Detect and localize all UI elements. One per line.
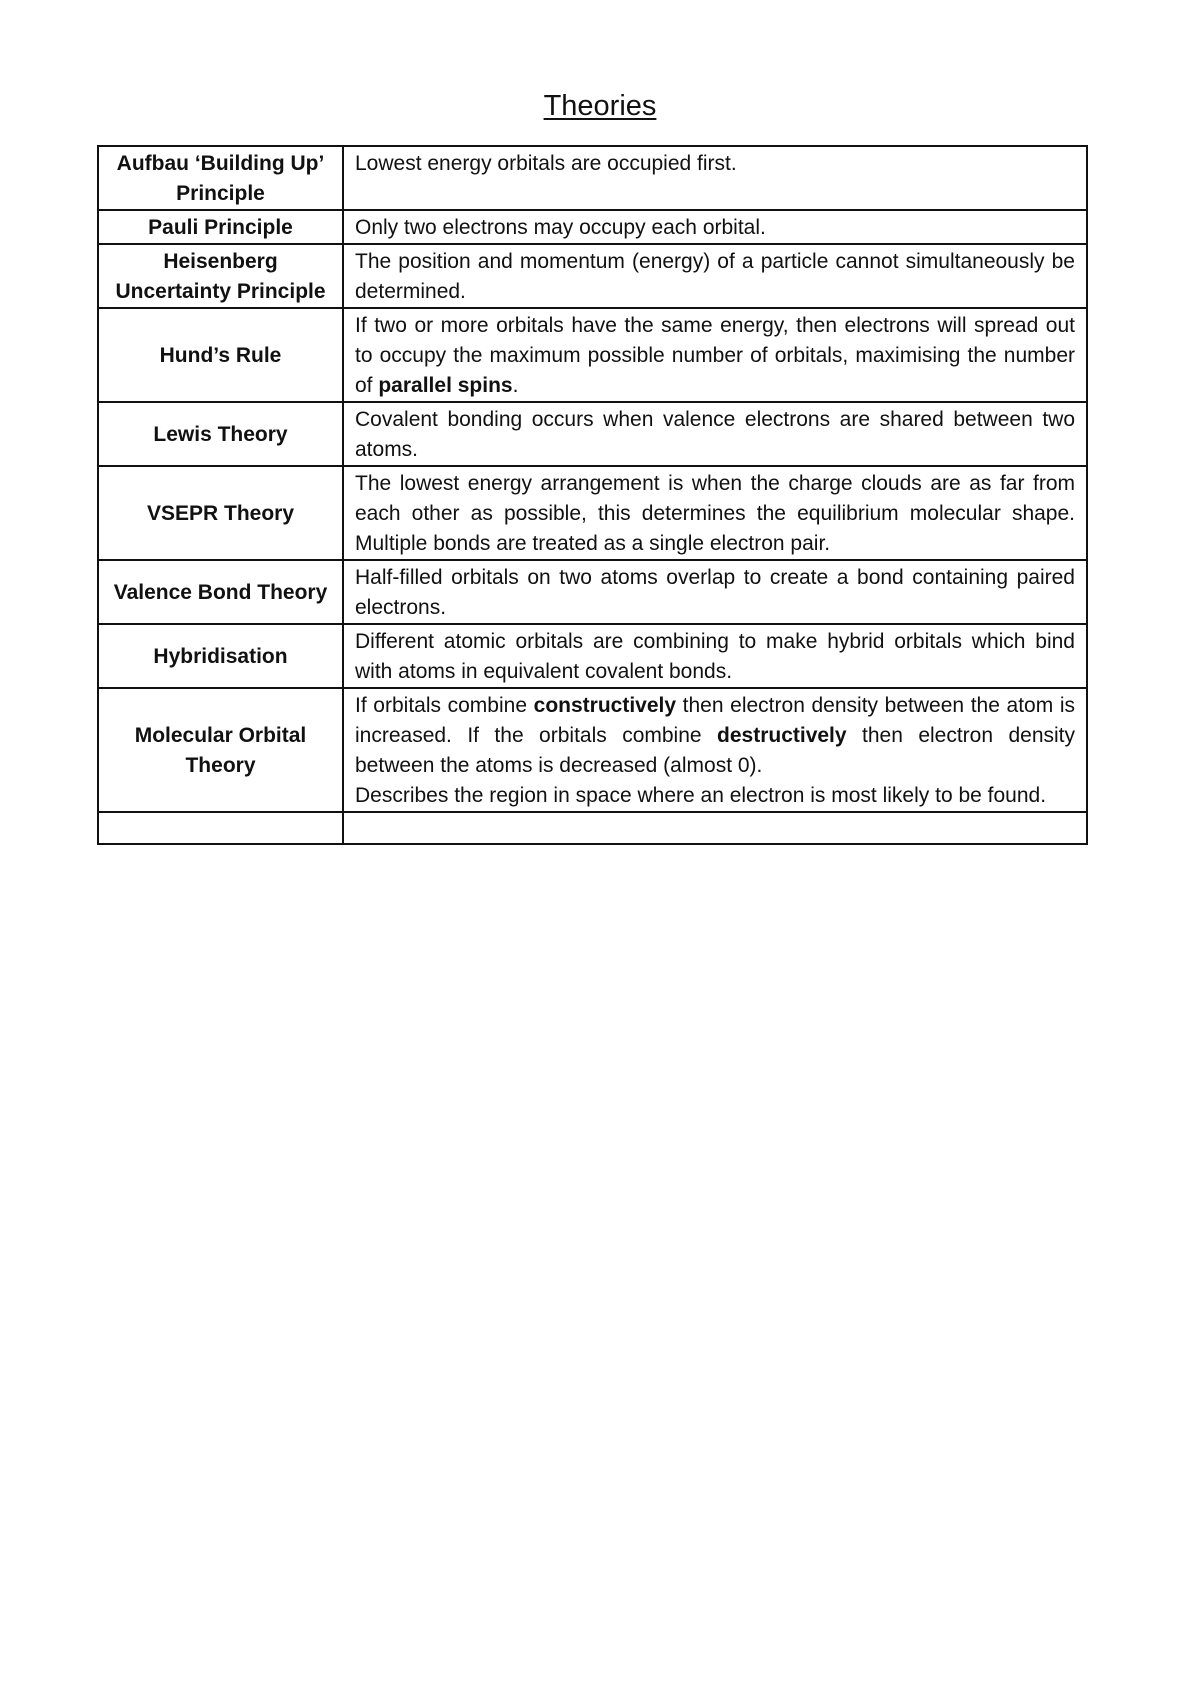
table-row (98, 560, 1087, 624)
definition-paragraph (355, 469, 1075, 559)
definition-bold-text: destructively (717, 724, 847, 747)
table-row (98, 402, 1087, 466)
definition-text: Different atomic orbitals are combining to make hybrid orbitals which bind with atoms in equivalent covalent bonds. (355, 630, 1075, 683)
table-row (98, 688, 1087, 812)
definition-paragraph (355, 781, 1075, 811)
definition-paragraph (355, 311, 1075, 401)
theory-definition-cell (343, 402, 1087, 466)
theory-name-cell: Heisenberg Uncertainty Principle (98, 244, 343, 308)
theory-name-cell: Pauli Principle (98, 210, 343, 244)
theories-table-body (98, 146, 1087, 844)
definition-text: Half-filled orbitals on two atoms overlap to create a bond containing paired electrons. (355, 566, 1075, 619)
table-row (98, 308, 1087, 402)
theory-definition-cell (343, 560, 1087, 624)
definition-paragraph (355, 247, 1075, 307)
theory-name-cell: Aufbau ‘Building Up’ Principle (98, 146, 343, 210)
theory-name-cell: Valence Bond Theory (98, 560, 343, 624)
definition-paragraph (355, 149, 1075, 179)
definition-text: Only two electrons may occupy each orbital. (355, 216, 766, 239)
table-row (98, 466, 1087, 560)
definition-text: If orbitals combine (355, 694, 534, 717)
theory-definition-cell (343, 210, 1087, 244)
theory-definition-cell (343, 466, 1087, 560)
theory-definition-cell (343, 624, 1087, 688)
theories-table (97, 145, 1088, 845)
definition-text: then electron density between the atoms is decreased (almost 0). (355, 724, 1076, 777)
theory-definition-cell (343, 244, 1087, 308)
definition-paragraph (355, 627, 1075, 687)
definition-paragraph (355, 213, 1075, 243)
definition-bold-text: parallel spins (378, 374, 513, 397)
table-row (98, 624, 1087, 688)
definition-text: The position and momentum (energy) of a particle cannot simultaneously be determined. (355, 250, 1075, 303)
table-row (98, 812, 1087, 844)
theory-definition-cell (343, 146, 1087, 210)
theory-name-cell: Molecular Orbital Theory (98, 688, 343, 812)
definition-text: Covalent bonding occurs when valence electrons are shared between two atoms. (355, 408, 1075, 461)
definition-paragraph (355, 405, 1075, 465)
theory-definition-cell (343, 688, 1087, 812)
definition-text: then electron density between the atom is increased. If the orbitals combine (355, 694, 1075, 747)
theory-definition-cell (343, 308, 1087, 402)
theory-name-cell: Lewis Theory (98, 402, 343, 466)
definition-text: If two or more orbitals have the same energy, then electrons will spread out to occupy the maximum possible number of orbitals, maximising the number of (355, 314, 1075, 397)
theory-name-cell (98, 812, 343, 844)
definition-paragraph (355, 691, 1075, 781)
definition-paragraph (355, 563, 1075, 623)
page-title: Theories (543, 90, 657, 122)
definition-bold-text: constructively (533, 694, 677, 717)
definition-text: The lowest energy arrangement is when the charge clouds are as far from each other as possible, this determines the equilibrium molecular shape. Multiple bonds are treated as a single electron pair. (355, 472, 1075, 555)
definition-text: Describes the region in space where an electron is most likely to be found. (355, 784, 1047, 807)
theory-name-cell: VSEPR Theory (98, 466, 343, 560)
theory-definition-cell (343, 812, 1087, 844)
table-row (98, 244, 1087, 308)
definition-text: . (512, 374, 519, 397)
theory-name-cell: Hybridisation (98, 624, 343, 688)
table-row (98, 146, 1087, 210)
definition-text: Lowest energy orbitals are occupied first. (355, 152, 737, 175)
theory-name-cell: Hund’s Rule (98, 308, 343, 402)
table-row (98, 210, 1087, 244)
